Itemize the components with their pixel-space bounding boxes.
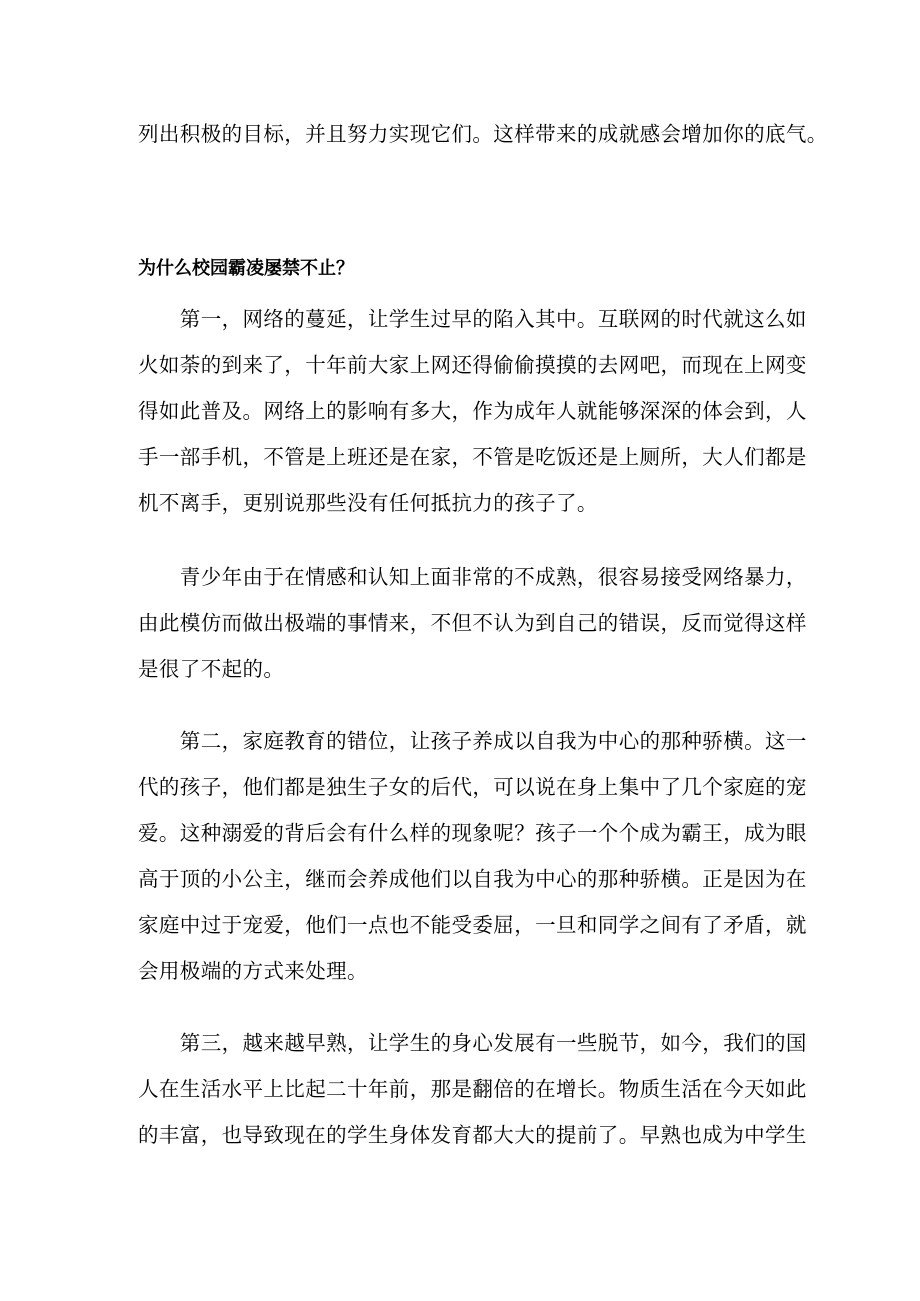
paragraph-line: 的丰富，也导致现在的学生身体发育都大大的提前了。早熟也成为中学生 [138,1123,807,1147]
paragraph-line: 由此模仿而做出极端的事情来，不但不认为到自己的错误，反而觉得这样 [138,611,807,635]
paragraph-line: 列出积极的目标，并且努力实现它们。这样带来的成就感会增加你的底气。 [138,122,828,146]
paragraph-line: 第二，家庭教育的错位，让孩子养成以自我为中心的那种骄横。这一 [138,729,807,753]
paragraph-line: 爱。这种溺爱的背后会有什么样的现象呢？孩子一个个成为霸王，成为眼 [138,821,807,845]
paragraph-line: 家庭中过于宠爱，他们一点也不能受委屈，一旦和同学之间有了矛盾，就 [138,913,807,937]
paragraph-line: 第一，网络的蔓延，让学生过早的陷入其中。互联网的时代就这么如 [138,307,807,331]
paragraph-network [138,296,807,526]
paragraph-line: 手一部手机，不管是上班还是在家，不管是吃饭还是上厕所，大人们都是 [138,445,807,469]
paragraph-line: 是很了不起的。 [138,657,285,681]
paragraph-line: 代的孩子，他们都是独生子女的后代，可以说在身上集中了几个家庭的宠 [138,775,807,799]
paragraph-teenagers [138,554,807,692]
paragraph-line: 火如荼的到来了，十年前大家上网还得偷偷摸摸的去网吧，而现在上网变 [138,353,807,377]
paragraph-family [138,718,807,994]
section-heading: 为什么校园霸凌屡禁不止？ [138,258,354,279]
lead-paragraph [138,111,828,157]
paragraph-line: 第三，越来越早熟，让学生的身心发展有一些脱节，如今，我们的国 [138,1031,807,1055]
paragraph-line: 会用极端的方式来处理。 [138,959,368,983]
paragraph-line: 高于顶的小公主，继而会养成他们以自我为中心的那种骄横。正是因为在 [138,867,807,891]
paragraph-line: 得如此普及。网络上的影响有多大，作为成年人就能够深深的体会到，人 [138,399,807,423]
paragraph-precocity [138,1020,807,1158]
paragraph-line: 人在生活水平上比起二十年前，那是翻倍的在增长。物质生活在今天如此 [138,1077,807,1101]
paragraph-line: 青少年由于在情感和认知上面非常的不成熟，很容易接受网络暴力， [138,565,807,589]
paragraph-line: 机不离手，更别说那些没有任何抵抗力的孩子了。 [138,491,598,515]
